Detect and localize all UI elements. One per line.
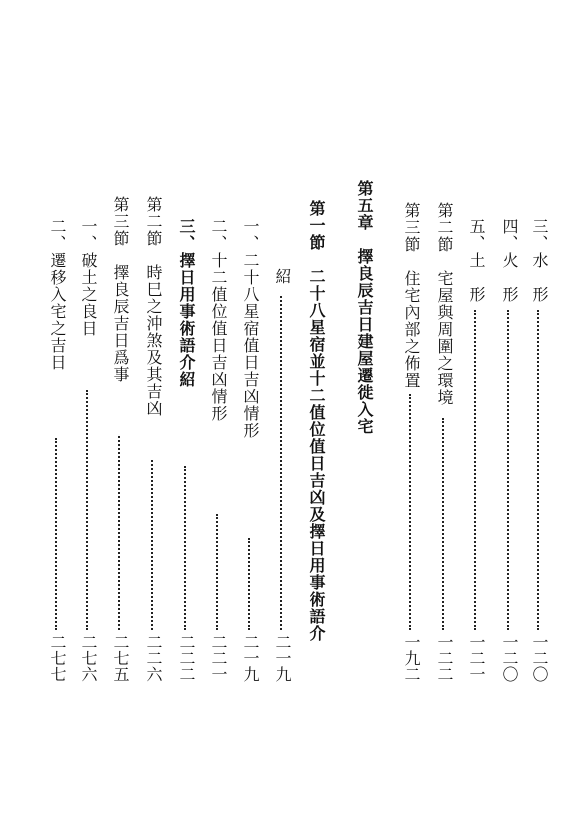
toc-entry-title: 二、十二值位值日吉凶情形: [209, 218, 228, 422]
dot-leader: [474, 310, 476, 630]
toc-entry-title: 三、水 形: [530, 218, 549, 303]
toc-entry-title: 五、土 形: [467, 218, 486, 303]
toc-section-title: 第一節 二十八星宿並十二值位值日吉凶及擇日用事術語介: [307, 200, 326, 642]
toc-page-number: 二一九: [273, 634, 292, 682]
toc-entry-title: 一、破土之良日: [79, 218, 98, 337]
toc-chapter-title: 第五章 擇良辰吉日建屋遷徙入宅: [355, 180, 374, 435]
toc-entry-title: 第二節 時巳之沖煞及其吉凶: [144, 196, 163, 417]
dot-leader: [280, 296, 282, 630]
toc-entry: [399, 0, 423, 825]
toc-entry-title: 二、遷移入宅之吉日: [48, 218, 67, 371]
toc-entry-title: 第三節 住宅內部之佈置: [402, 202, 421, 389]
toc-entry-title: 第三節 擇良辰吉日爲事: [111, 196, 130, 383]
toc-entry: [304, 0, 328, 825]
dot-leader: [442, 418, 444, 630]
toc-entry: [497, 0, 521, 825]
toc-page-number: 二二一: [209, 634, 228, 682]
toc-entry-title: 一、二十八星宿值日吉凶情形: [241, 218, 260, 439]
toc-page-number: 二二六: [144, 634, 163, 682]
dot-leader: [86, 390, 88, 630]
toc-entry: [141, 0, 165, 825]
toc-entry-title: 四、火 形: [500, 218, 519, 303]
dot-leader: [184, 466, 186, 630]
dot-leader: [55, 438, 57, 630]
toc-page-number: 二七五: [111, 634, 130, 682]
toc-entry: [527, 0, 551, 825]
toc-entry: [432, 0, 456, 825]
dot-leader: [248, 538, 250, 630]
toc-page-number: 一二〇: [500, 634, 519, 682]
toc-entry-title: 第二節 宅屋與周圍之環境: [435, 202, 454, 406]
toc-entry: [174, 0, 198, 825]
toc-entry: [270, 0, 294, 825]
dot-leader: [409, 394, 411, 630]
toc-entry: [206, 0, 230, 825]
toc-page-number: 一二一: [467, 634, 486, 682]
toc-entry-title: 紹: [273, 268, 292, 285]
dot-leader: [118, 436, 120, 630]
toc-page-number: 一九二: [402, 634, 421, 682]
toc-entry: [45, 0, 69, 825]
toc-entry: [108, 0, 132, 825]
toc-page-number: 二二二: [177, 634, 196, 682]
dot-leader: [507, 310, 509, 630]
toc-page-number: 二七六: [79, 634, 98, 682]
dot-leader: [151, 460, 153, 630]
toc-entry: [238, 0, 262, 825]
toc-page-number: 一二〇: [530, 634, 549, 682]
toc-entry-title: 三、擇日用事術語介紹: [177, 218, 196, 388]
toc-entry: [352, 0, 376, 825]
toc-entry: [464, 0, 488, 825]
toc-page-number: 一二二: [435, 634, 454, 682]
toc-entry: [76, 0, 100, 825]
toc-page-number: 二七七: [48, 634, 67, 682]
toc-page-number: 二一九: [241, 634, 260, 682]
dot-leader: [216, 514, 218, 630]
dot-leader: [537, 310, 539, 630]
